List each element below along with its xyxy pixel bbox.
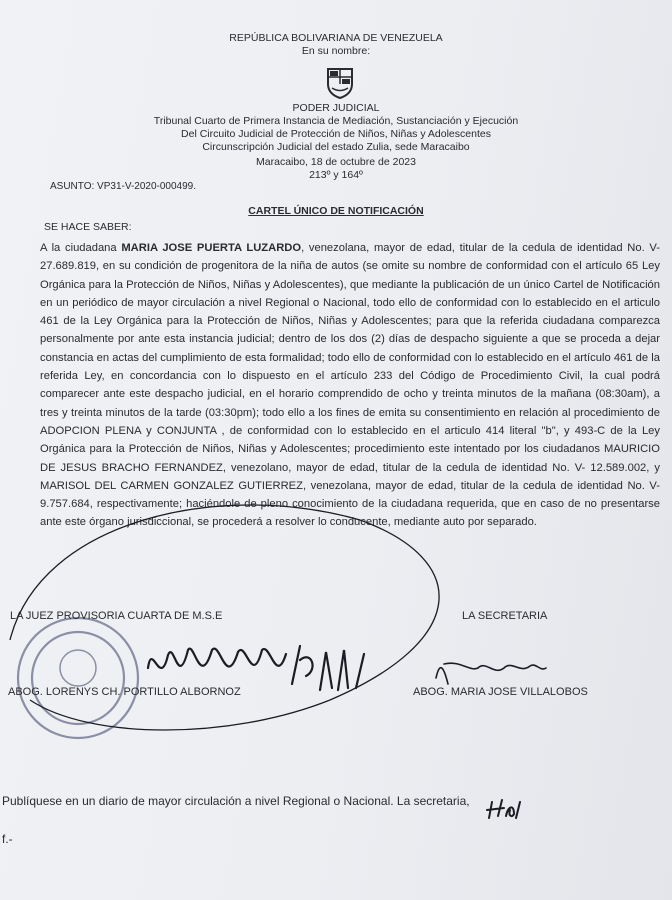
- secretary-name: ABOG. MARIA JOSE VILLALOBOS: [413, 686, 588, 698]
- header-en-su-nombre: En su nombre:: [301, 45, 371, 57]
- judge-name: ABOG. LORENYS CH. PORTILLO ALBORNOZ: [8, 686, 241, 698]
- footer-initials: [487, 800, 520, 818]
- se-hace-saber: SE HACE SABER:: [44, 221, 132, 233]
- publication-order: Publíquese en un diario de mayor circulación a nivel Regional o Nacional. La secretaria,: [2, 794, 470, 808]
- judge-signature: [148, 646, 364, 690]
- document-title: CARTEL ÚNICO DE NOTIFICACIÓN: [248, 205, 424, 217]
- header-tribunal: Tribunal Cuarto de Primera Instancia de Mediación, Sustanciación y Ejecución: [153, 115, 519, 127]
- secretary-signature: [436, 663, 546, 684]
- secretary-title: LA SECRETARIA: [462, 610, 548, 622]
- header-date: Maracaibo, 18 de octubre de 2023: [256, 156, 416, 168]
- case-number: ASUNTO: VP31-V-2020-000499.: [50, 181, 197, 192]
- notified-person-name: MARIA JOSE PUERTA LUZARDO: [121, 242, 302, 254]
- header-years: 213º y 164º: [309, 169, 363, 181]
- header-circunscripcion: Circunscripción Judicial del estado Zulia, sede Maracaibo: [202, 141, 470, 153]
- header-circuito: Del Circuito Judicial de Protección de Niños, Niñas y Adolescentes: [181, 128, 491, 140]
- header-poder-judicial: PODER JUDICIAL: [292, 102, 380, 114]
- header-republic: REPÚBLICA BOLIVARIANA DE VENEZUELA: [229, 32, 443, 44]
- judge-title: LA JUEZ PROVISORIA CUARTA DE M.S.E: [10, 610, 223, 622]
- body-intro: A la ciudadana: [40, 242, 122, 254]
- footer-end: f.-: [2, 832, 13, 846]
- body-text: , venezolana, mayor de edad, titular de la cedula de identidad No. V- 27.689.819, en su condición de progenitora de la niña de autos (se omite su nombre de conformidad con el artículo 65 Ley Orgánica para la Protección de Niños, Niñas y Adolescentes), que mediante la publicación de un único Cartel de Notificación en un periódico de mayor circulación a nivel Regional o Nacional, todo ello de conformidad con lo establecido en el articulo 461 de la Ley Orgánica para la Protección de Niños, Niñas y Adolescentes; para que la referida ciudadana comparezca personalmente por ante esta instancia judicial; dentro de los dos (2) días de despacho siguiente a que se proceda a dejar constancia en actas del cumplimiento de esta formalidad; todo ello de conformidad con lo establecido en el artículo 461 de la referida Ley, en concordancia con lo dispuesto en el artículo 233 del Código de Procedimiento Civil, la cual podrá comparecer ante este despacho judicial, en el horario comprendido de ocho y treinta minutos de la mañana (08:30am), a tres y treinta minutos de la tarde (03:30pm); todo ello a los fines de emita su consentimiento en relación al procedimiento de ADOPCION PLENA y CONJUNTA , de conformidad con lo establecido en el articulo 414 literal "b", y 493-C de la Ley Orgánica para la Protección de Niños, Niñas y Adolescentes; procedimiento este intentado por los ciudadanos MAURICIO DE JESUS BRACHO FERNANDEZ, venezolano, mayor de edad, titular de la cedula de identidad No. V- 12.589.002, y MARISOL DEL CARMEN GONZALEZ GUTIERREZ, venezolana, mayor de edad, titular de la cedula de identidad No. V- 9.757.684, respectivamente; haciéndole de pleno conocimiento de la ciudadana requerida, que en caso de no presentarse ante este órgano jurisdiccional, se procederá a resolver lo conducente, mediante auto por separado.: [40, 242, 661, 529]
